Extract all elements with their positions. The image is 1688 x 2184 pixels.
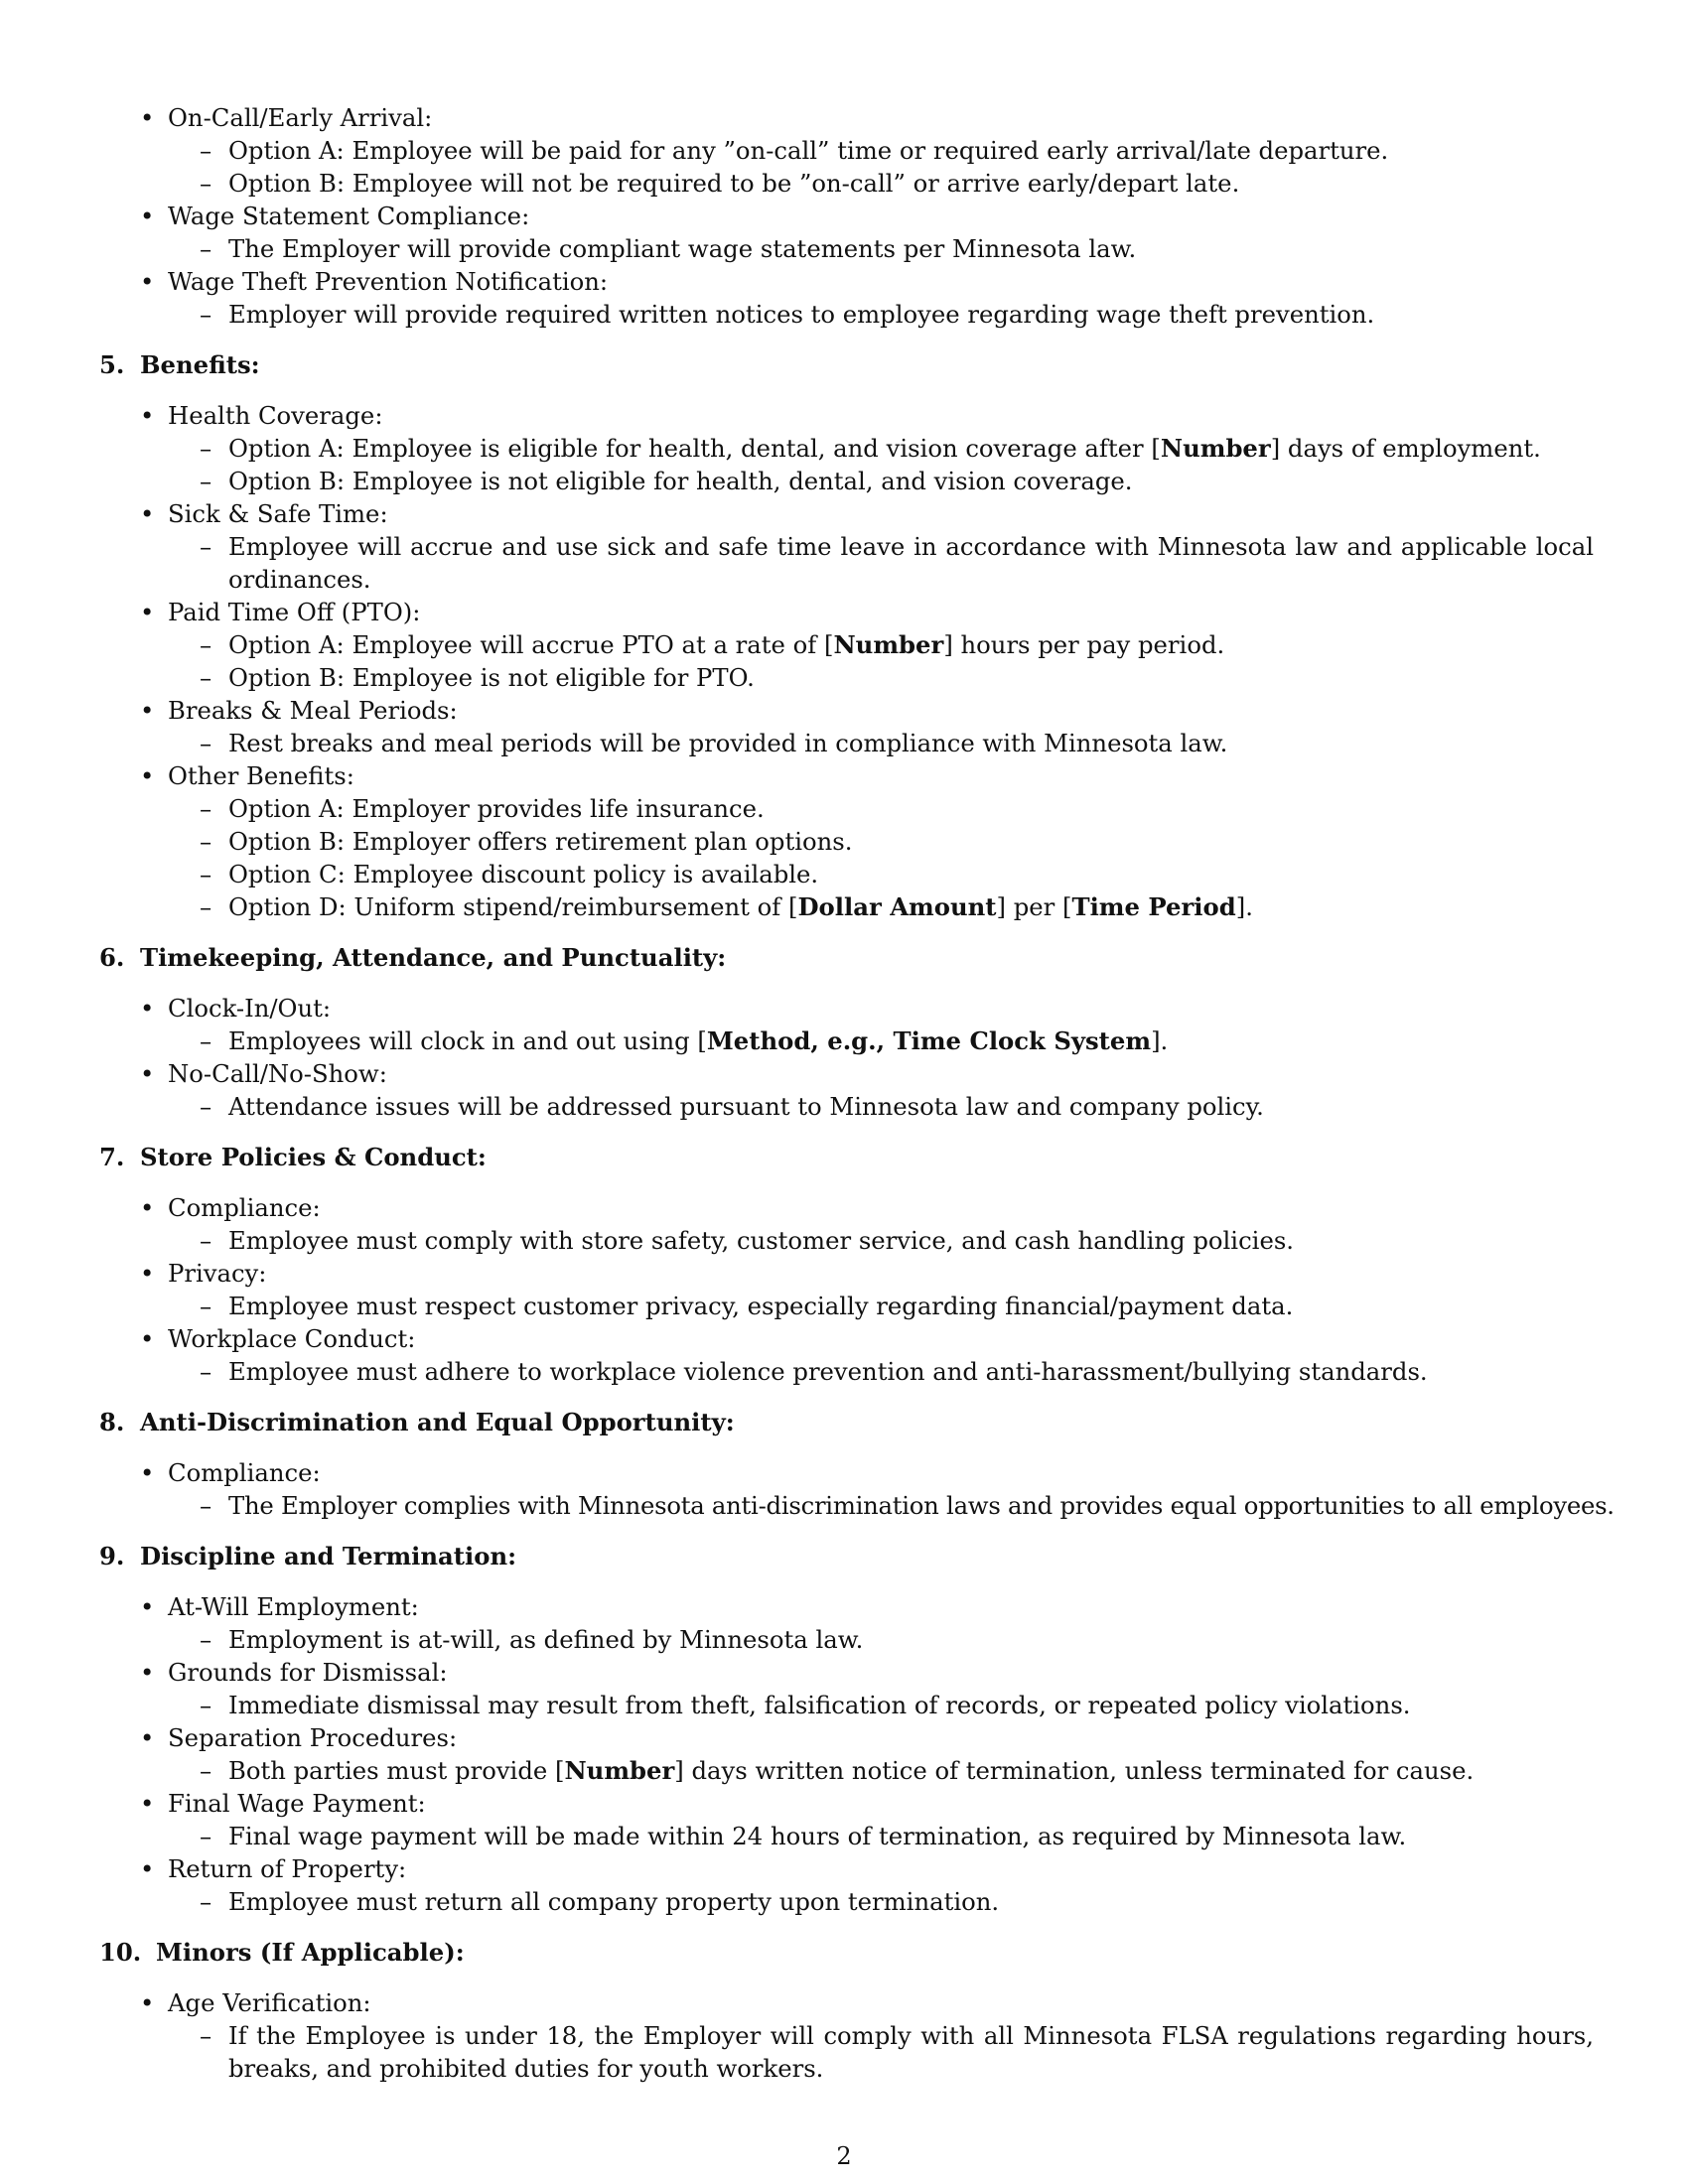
bullet-on-call: • On-Call/Early Arrival: bbox=[168, 101, 1594, 134]
bullet-compliance-8: • Compliance: bbox=[168, 1456, 1594, 1489]
anti-discrimination-text: – The Employer complies with Minnesota anti-discrimination laws and provides equal opportunities to all employees. bbox=[228, 1489, 1594, 1522]
bullet-other-benefits: • Other Benefits: bbox=[168, 759, 1594, 792]
document-body bbox=[99, 101, 1615, 2085]
bullet-compliance: • Compliance: bbox=[168, 1191, 1594, 1224]
bullet-breaks: • Breaks & Meal Periods: bbox=[168, 694, 1594, 727]
section-7-heading: 7. Store Policies & Conduct: bbox=[99, 1143, 487, 1171]
section-5-heading: 5. Benefits: bbox=[99, 350, 260, 379]
bullet-sick-safe: • Sick & Safe Time: bbox=[168, 497, 1594, 530]
page-number: 2 bbox=[836, 2142, 852, 2170]
section-8-heading: 8. Anti-Discrimination and Equal Opportunity: bbox=[99, 1408, 735, 1436]
section-9-heading: 9. Discipline and Termination: bbox=[99, 1542, 517, 1570]
conduct-text: – Employee must adhere to workplace violence prevention and anti-harassment/bullying standards. bbox=[228, 1355, 1594, 1388]
bullet-return-property: • Return of Property: bbox=[168, 1852, 1594, 1885]
section-6-heading: 6. Timekeeping, Attendance, and Punctuality: bbox=[99, 943, 727, 972]
sick-safe-text: – Employee will accrue and use sick and safe time leave in accordance with Minnesota law and applicable local ordinances. bbox=[228, 530, 1594, 596]
wage-theft-text: – Employer will provide required written notices to employee regarding wage theft prevention. bbox=[228, 298, 1594, 331]
bullet-workplace-conduct: • Workplace Conduct: bbox=[168, 1322, 1594, 1355]
age-verification-text: – If the Employee is under 18, the Employer will comply with all Minnesota FLSA regulations regarding hours, breaks, and prohibited duties for youth workers. bbox=[228, 2019, 1594, 2085]
privacy-text: – Employee must respect customer privacy, especially regarding financial/payment data. bbox=[228, 1290, 1594, 1322]
section-10-heading: 10. Minors (If Applicable): bbox=[99, 1938, 465, 1967]
other-option-a: – Option A: Employer provides life insurance. bbox=[228, 792, 1594, 825]
bullet-age-verification: • Age Verification: bbox=[168, 1986, 1594, 2019]
health-option-a: – Option A: Employee is eligible for health, dental, and vision coverage after [Number] days of employment. bbox=[228, 432, 1594, 465]
bullet-separation: • Separation Procedures: bbox=[168, 1721, 1594, 1754]
bullet-privacy: • Privacy: bbox=[168, 1257, 1594, 1290]
other-option-b: – Option B: Employer offers retirement plan options. bbox=[228, 825, 1594, 858]
at-will-text: – Employment is at-will, as defined by Minnesota law. bbox=[228, 1623, 1594, 1656]
bullet-grounds: • Grounds for Dismissal: bbox=[168, 1656, 1594, 1689]
other-option-d: – Option D: Uniform stipend/reimbursement of [Dollar Amount] per [Time Period]. bbox=[228, 890, 1594, 923]
pto-option-b: – Option B: Employee is not eligible for PTO. bbox=[228, 661, 1594, 694]
bullet-at-will: • At-Will Employment: bbox=[168, 1590, 1594, 1623]
other-option-c: – Option C: Employee discount policy is available. bbox=[228, 858, 1594, 890]
separation-text: – Both parties must provide [Number] days written notice of termination, unless terminated for cause. bbox=[228, 1754, 1594, 1787]
pto-option-a: – Option A: Employee will accrue PTO at a rate of [Number] hours per pay period. bbox=[228, 628, 1594, 661]
ncns-text: – Attendance issues will be addressed pursuant to Minnesota law and company policy. bbox=[228, 1090, 1594, 1123]
compliance-text: – Employee must comply with store safety, customer service, and cash handling policies. bbox=[228, 1224, 1594, 1257]
wage-statement-text: – The Employer will provide compliant wage statements per Minnesota law. bbox=[228, 232, 1594, 265]
bullet-wage-theft: • Wage Theft Prevention Notification: bbox=[168, 265, 1594, 298]
on-call-option-b: – Option B: Employee will not be required to be ”on-call” or arrive early/depart late. bbox=[228, 167, 1594, 200]
final-wage-text: – Final wage payment will be made within 24 hours of termination, as required by Minnesota law. bbox=[228, 1820, 1594, 1852]
on-call-option-a: – Option A: Employee will be paid for any ”on-call” time or required early arrival/late departure. bbox=[228, 134, 1594, 167]
bullet-final-wage: • Final Wage Payment: bbox=[168, 1787, 1594, 1820]
bullet-health-coverage: • Health Coverage: bbox=[168, 399, 1594, 432]
bullet-pto: • Paid Time Off (PTO): bbox=[168, 596, 1594, 628]
bullet-wage-statement: • Wage Statement Compliance: bbox=[168, 200, 1594, 232]
bullet-clock-in-out: • Clock-In/Out: bbox=[168, 992, 1594, 1024]
health-option-b: – Option B: Employee is not eligible for health, dental, and vision coverage. bbox=[228, 465, 1594, 497]
bullet-no-call-no-show: • No-Call/No-Show: bbox=[168, 1057, 1594, 1090]
return-property-text: – Employee must return all company property upon termination. bbox=[228, 1885, 1594, 1918]
clock-text: – Employees will clock in and out using [Method, e.g., Time Clock System]. bbox=[228, 1024, 1594, 1057]
breaks-text: – Rest breaks and meal periods will be provided in compliance with Minnesota law. bbox=[228, 727, 1594, 759]
grounds-text: – Immediate dismissal may result from theft, falsification of records, or repeated policy violations. bbox=[228, 1689, 1594, 1721]
